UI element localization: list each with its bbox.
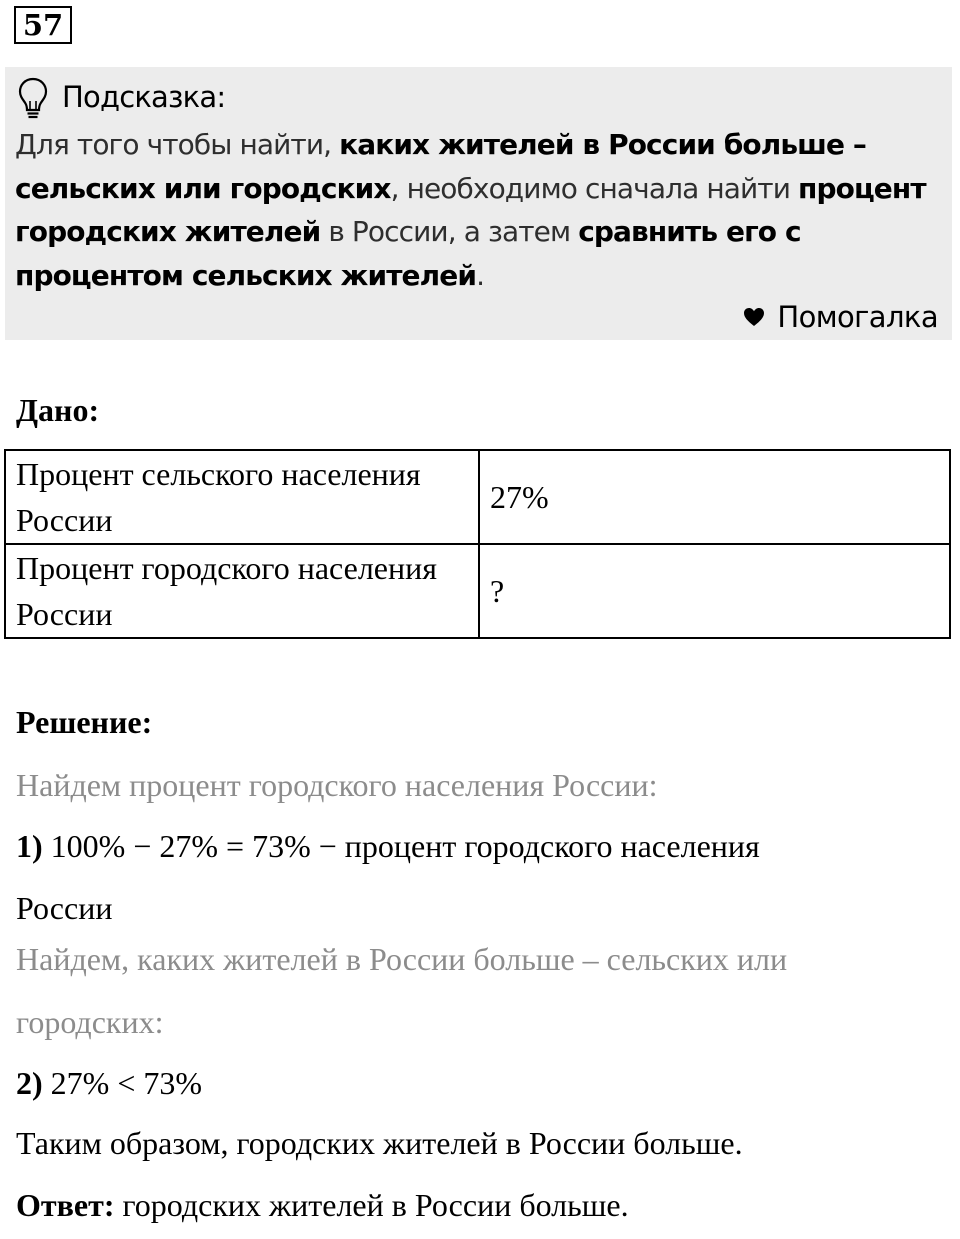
hint-text-emphasis: каких жителей в России больше – сельских или городских <box>15 128 867 205</box>
step2-intro-line2: городских: <box>16 1004 164 1040</box>
step1-intro: Найдем процент городского населения России: <box>16 767 658 803</box>
given-value: ? <box>479 544 950 638</box>
lightbulb-icon <box>17 77 49 121</box>
step2-line <box>16 1061 202 1105</box>
given-title: Дано: <box>16 392 100 428</box>
given-value: 27% <box>479 450 950 544</box>
hint-text-run: . <box>476 258 485 292</box>
step1-number: 1) <box>16 828 43 864</box>
conclusion: Таким образом, городских жителей в России больше. <box>16 1125 743 1161</box>
hint-text-run: Для того чтобы найти, <box>15 128 340 161</box>
brand-label <box>743 297 938 337</box>
step1-continuation: России <box>16 890 113 926</box>
hint-text-emphasis: процент городских жителей <box>15 171 926 248</box>
problem-number: 57 <box>14 6 72 44</box>
step2-text: 27% < 73% <box>42 1065 203 1101</box>
answer-line <box>16 1183 629 1227</box>
given-table <box>4 449 951 639</box>
hint-box <box>5 67 952 340</box>
brand-name: Помогалка <box>777 300 938 334</box>
hint-text-run: , необходимо сначала найти <box>390 171 799 205</box>
answer-label: Ответ: <box>16 1187 115 1223</box>
hint-text-run: в России, а затем <box>320 215 579 248</box>
table-row <box>5 544 950 638</box>
answer-text: городских жителей в России больше. <box>114 1187 629 1223</box>
given-label: Процент сельского населения России <box>5 450 479 544</box>
hint-title: Подсказка: <box>62 80 226 114</box>
hint-text-emphasis: сравнить его с процентом сельских жителей <box>15 215 801 292</box>
step2-intro-line1: Найдем, каких жителей в России больше – сельских или <box>16 941 788 977</box>
step2-number: 2) <box>16 1065 43 1101</box>
heart-icon <box>743 307 765 327</box>
hint-text <box>15 123 940 297</box>
table-row <box>5 450 950 544</box>
given-label: Процент городского населения России <box>5 544 479 638</box>
solution-title: Решение: <box>16 704 153 740</box>
step1-line <box>16 824 760 868</box>
step1-text: 100% − 27% = 73% − процент городского населения <box>42 828 760 864</box>
